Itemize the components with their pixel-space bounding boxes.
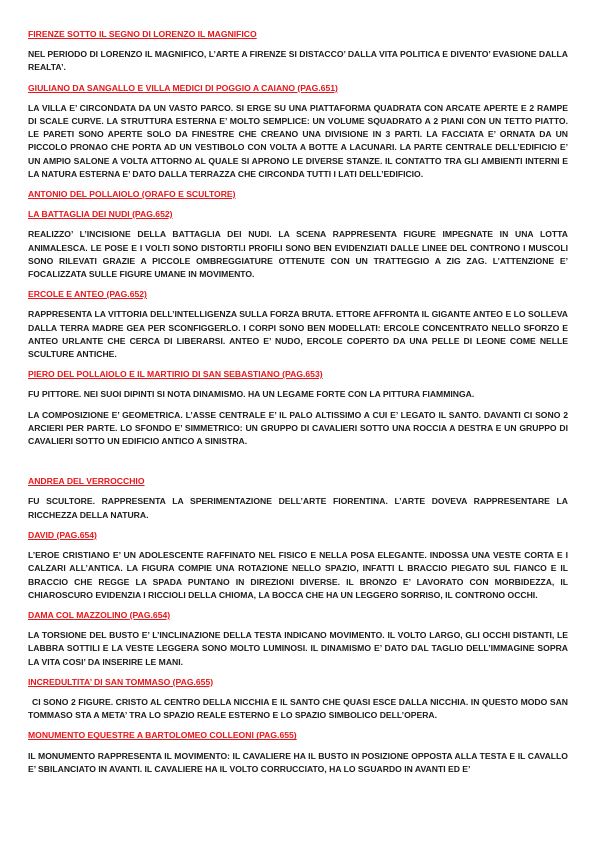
- section-heading: PIERO DEL POLLAIOLO E IL MARTIRIO DI SAN SEBASTIANO (PAG.653): [28, 369, 323, 380]
- section-paragraph: FU PITTORE. NEI SUOI DIPINTI SI NOTA DINAMISMO. HA UN LEGAME FORTE CON LA PITTURA FIAMMINGA.: [28, 389, 475, 400]
- section-paragraph: IL MONUMENTO RAPPRESENTA IL MOVIMENTO: IL CAVALIERE HA IL BUSTO IN POSIZIONE OPPOSTA ALLA TESTA E IL CAVALLO E’ SBILANCIATO IN AVANTI. IL CAVALIERE HA IL VOLTO CORRUCCIATO, HA LO SGUARDO IN AVANTI ED E’: [28, 750, 568, 774]
- section-paragraph: LA TORSIONE DEL BUSTO E’ L’INCLINAZIONE DELLA TESTA INDICANO MOVIMENTO. IL VOLTO LARGO, GLI OCCHI DISTANTI, LE LABBRA SOTTILI E LA VESTE LEGGERA SONO MOLTO LUMINOSI. IL DINAMISMO E’ DATO DAL TAGLIO DELL’IMMAGINE SOPRA LA VITA COSI’ DA INSERIRE LE MANI.: [28, 630, 568, 667]
- section-paragraph: LA VILLA E’ CIRCONDATA DA UN VASTO PARCO. SI ERGE SU UNA PIATTAFORMA QUADRATA CON ARCATE APERTE E 2 RAMPE DI SCALE CURVE. LA STRUTTURA ESTERNA E’ MOLTO SEMPLICE: UN VOLUME SQUADRATO A 2 PIANI CON UN TETTO PIATTO. LE PARETI SONO APERTE SOLO DA FINESTRE CHE CREANO UNA DIVISIONE IN 3 PARTI. LA FACCIATA E’ ORNATA DA UN PICCOLO PRONAO CHE PORTA AD UN VESTIBOLO CON VOLTA A BOTTE A LACUNARI. LA PARTE CENTRALE DELL’EDIFICIO E’ UN AMPIO SALONE A VOLTA ATTORNO AL QUALE SI APRONO LE DIVERSE STANZE. IL CONTATTO TRA GLI AMBIENTI INTERNI E LA NATURA ESTERNA E’ DATO DALLA TERRAZZA CHE CIRCONDA TUTTI I LATI DELL’EDIFICIO.: [28, 102, 568, 179]
- section-paragraph: CI SONO 2 FIGURE. CRISTO AL CENTRO DELLA NICCHIA E IL SANTO CHE QUASI ESCE DALLA NICCHIA. IN QUESTO MODO SAN TOMMASO STA A META’ TRA LO SPAZIO REALE ESTERNO E LO SPAZIO SIMBOLICO DELL’OPERA.: [28, 696, 568, 721]
- section-heading: DAMA COL MAZZOLINO (PAG.654): [28, 609, 171, 620]
- section-paragraph: LA COMPOSIZIONE E’ GEOMETRICA. L’ASSE CENTRALE E’ IL PALO ALTISSIMO A CUI E’ LEGATO IL SANTO. DAVANTI CI SONO 2 ARCIERI PER PARTE. LO SFONDO E’ SIMMETRICO: UN GRUPPO DI CAVALIERI SOTTO UNA ROCCIA A DESTRA E UN GRUPPO DI CAVALIERI SOTTO UN EDIFICIO ANTICO A SINISTRA.: [28, 409, 568, 447]
- section-heading: ERCOLE E ANTEO (PAG.652): [28, 289, 147, 300]
- document-page: [28, 28, 568, 783]
- section-heading: INCREDULTITA’ DI SAN TOMMASO (PAG.655): [28, 676, 214, 687]
- section-paragraph: RAPPRESENTA LA VITTORIA DELL’INTELLIGENZA SULLA FORZA BRUTA. ETTORE AFFRONTA IL GIGANTE ANTEO E LO SOLLEVA DALLA TERRA MADRE GEA PER SCONFIGGERLO. I CORPI SONO BEN MODELLATI: ERCOLE CONCENTRATO NELLO SFORZO E ANTEO URLANTE CHE CERCA DI LIBERARSI. ANTEO E’ NUDO, ERCOLE COPERTO DA UNA PELLE DI LEONE COME NELLE SCULTURE ANTICHE.: [28, 309, 568, 360]
- section-heading: GIULIANO DA SANGALLO E VILLA MEDICI DI POGGIO A CAIANO (PAG.651): [28, 82, 338, 93]
- section-paragraph: REALIZZO’ L’INCISIONE DELLA BATTAGLIA DEI NUDI. LA SCENA RAPPRESENTA FIGURE IMPEGNATE IN UNA LOTTA ANIMALESCA. LE POSE E I VOLTI SONO DISTORTI.I PROFILI SONO BEN EVIDENZIATI DALLE LINEE DEL CONTRONO I MUSCOLI SONO RILEVATI GRAZIE A PICCOLE OMBREGGIATURE OTTENUTE CON UN TRATTEGGIO A ZIG ZAG. L’ATTENZIONE E’ FOCALIZZATA SULLE FIGURE UMANE IN MOVIMENTO.: [28, 229, 568, 280]
- blank-space: [28, 455, 568, 475]
- section-heading: DAVID (PAG.654): [28, 529, 97, 540]
- section-heading: ANTONIO DEL POLLAIOLO (ORAFO E SCULTORE): [28, 189, 236, 200]
- section-heading: MONUMENTO EQUESTRE A BARTOLOMEO COLLEONI (PAG.655): [28, 730, 297, 741]
- section-paragraph: FU SCULTORE. RAPPRESENTA LA SPERIMENTAZIONE DELL’ARTE FIORENTINA. L’ARTE DOVEVA RAPPRESENTARE LA RICCHEZZA DELLA NATURA.: [28, 496, 568, 520]
- section-paragraph: NEL PERIODO DI LORENZO IL MAGNIFICO, L’ARTE A FIRENZE SI DISTACCO’ DALLA VITA POLITICA E DIVENTO’ EVASIONE DALLA REALTA’.: [28, 49, 568, 73]
- section-heading: FIRENZE SOTTO IL SEGNO DI LORENZO IL MAGNIFICO: [28, 29, 257, 39]
- section-heading: ANDREA DEL VERROCCHIO: [28, 476, 145, 487]
- section-heading: LA BATTAGLIA DEI NUDI (PAG.652): [28, 209, 173, 220]
- section-paragraph: L’EROE CRISTIANO E’ UN ADOLESCENTE RAFFINATO NEL FISICO E NELLA POSA ELEGANTE. INDOSSA UNA VESTE CORTA E I CALZARI ALL’ANTICA. LA FIGURA COMPIE UNA ROTAZIONE NELLO SPAZIO, INFATTI L BRACCIO PIEGATO SUL FIANCO E IL BRACCIO CHE REGGE LA SPADA PUNTANO IN DIREZIONI DIVERSE. IL BRONZO E’ LAVORATO CON MORBIDEZZA, IL CHIAROSCURO EVIDENZIA I RICCIOLI DELLA CHIOMA, LA BOCCA CHE HA UN LEGGERO SORRISO, IL CONTRONO OCCHI.: [28, 550, 568, 600]
